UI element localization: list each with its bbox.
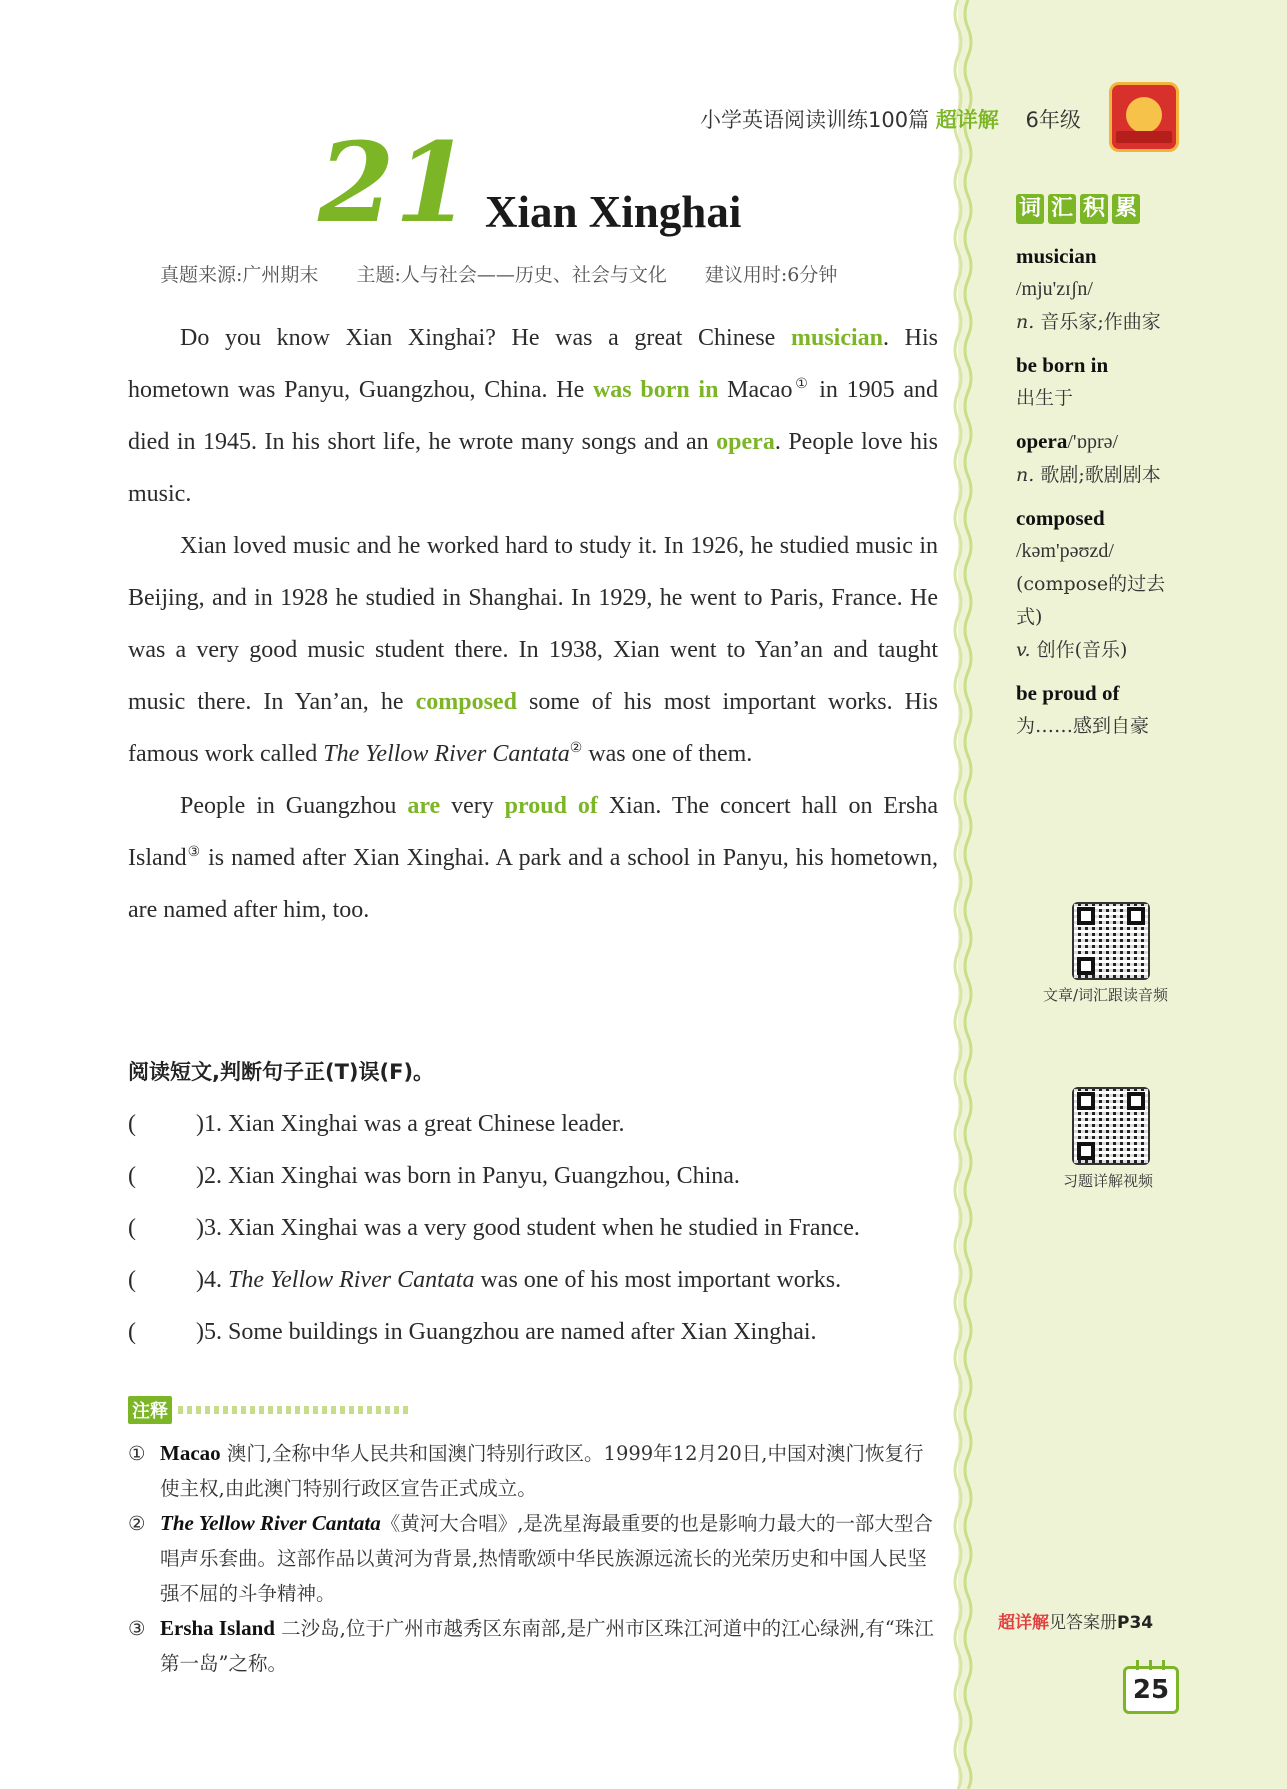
paragraph-1: Do you know Xian Xinghai? He was a great Chinese musician. His hometown was Panyu, Guangzhou, China. He was born in Macao① in 1905 and died in 1945. In his short life, he wrote many songs and an opera. People love his music. <box>128 325 938 507</box>
paragraph-3: People in Guangzhou are very proud of Xian. The concert hall on Ersha Island③ is named after Xian Xinghai. A park and a school in Panyu, his hometown, are named after him, too. <box>128 793 938 923</box>
decorative-dots <box>178 1406 408 1414</box>
answer-reference: 超详解见答案册P34 <box>998 1613 1154 1633</box>
vocab-entry: be proud of 为……感到自豪 <box>1016 681 1150 737</box>
note-ref: ② <box>569 740 583 756</box>
paragraph-2: Xian loved music and he worked hard to study it. In 1926, he studied music in Beijing, and in 1928 he studied in Shanghai. In 1929, he went to Paris, France. He was a very good music student there. In 1938, Xian went to Yan’an and taught music there. In Yan’an, he composed some of his most important works. His famous work called The Yellow River Cantata② was one of them. <box>128 533 938 767</box>
book-header <box>700 104 1081 134</box>
notes-tag: 注释 <box>128 1396 172 1424</box>
series-accent: 超详解 <box>935 108 999 132</box>
calendar-rings-icon <box>1136 1660 1166 1670</box>
question-item: ( )2. Xian Xinghai was born in Panyu, Guangzhou, China. <box>128 1152 948 1204</box>
notes-list <box>128 1436 938 1681</box>
qr-code-video[interactable] <box>1072 1087 1150 1165</box>
qr-code-audio[interactable] <box>1072 902 1150 980</box>
note-item: ① Macao 澳门,全称中华人民共和国澳门特别行政区。1999年12月20日,中国对澳门恢复行使主权,由此澳门特别行政区宣告正式成立。 <box>128 1441 924 1500</box>
reading-passage <box>128 312 938 936</box>
answer-blank[interactable]: ( <box>128 1319 136 1345</box>
answer-blank[interactable]: ( <box>128 1267 136 1293</box>
time-label: 建议用时:6分钟 <box>704 264 838 286</box>
answer-blank[interactable]: ( <box>128 1215 136 1241</box>
vocab-entry: opera/'ɒprə/ n. 歌剧;歌剧剧本 <box>1016 429 1161 486</box>
lesson-title: Xian Xinghai <box>485 187 742 237</box>
source-label: 真题来源:广州期末 <box>160 264 319 286</box>
note-ref: ③ <box>186 844 202 860</box>
vocab-highlight: are <box>407 793 441 819</box>
notes-header <box>128 1396 408 1424</box>
note-ref: ① <box>792 376 811 392</box>
note-item: ③ Ersha Island 二沙岛,位于广州市越秀区东南部,是广州市区珠江河道中的江心绿洲,有“珠江第一岛”之称。 <box>128 1616 934 1675</box>
vocab-highlight: musician <box>790 325 883 351</box>
page-number: 25 <box>1123 1666 1179 1714</box>
work-title: The Yellow River Cantata <box>323 741 570 767</box>
question-item: ( )3. Xian Xinghai was a very good student when he studied in France. <box>128 1204 948 1256</box>
publisher-logo <box>1109 82 1179 152</box>
question-item: ( )1. Xian Xinghai was a great Chinese leader. <box>128 1100 948 1152</box>
questions-title: 阅读短文,判断句子正(T)误(F)。 <box>128 1060 435 1084</box>
lesson-number: 21 <box>318 118 472 247</box>
vocab-header: 词 汇 积 累 <box>1016 194 1140 224</box>
vocab-list <box>1016 240 1186 753</box>
question-list <box>128 1100 948 1360</box>
question-item: ( )5. Some buildings in Guangzhou are named after Xian Xinghai. <box>128 1308 948 1360</box>
qr-caption-audio: 文章/词汇跟读音频 <box>1043 986 1169 1004</box>
vocab-highlight: proud of <box>504 793 598 819</box>
answer-blank[interactable]: ( <box>128 1111 136 1137</box>
note-item: ② The Yellow River Cantata《黄河大合唱》,是冼星海最重要的也是影响力最大的一部大型合唱声乐套曲。这部作品以黄河为背景,热情歌颂中华民族源远流长的光荣历史和中国人民坚强不屈的斗争精神。 <box>128 1511 933 1605</box>
vocab-entry: composed /kəm'pəʊzd/ (compose的过去式) v. 创作(音乐) <box>1016 506 1166 661</box>
series-title: 小学英语阅读训练100篇 <box>700 108 930 132</box>
answer-blank[interactable]: ( <box>128 1163 136 1189</box>
qr-caption-video: 习题详解视频 <box>1063 1172 1154 1190</box>
vocab-highlight: opera <box>716 429 775 455</box>
vocab-highlight: composed <box>415 689 517 715</box>
lesson-meta <box>160 260 869 287</box>
question-item: ( )4. The Yellow River Cantata was one of his most important works. <box>128 1256 948 1308</box>
vocab-highlight: was born in <box>592 377 719 403</box>
grade-label: 6年级 <box>1025 108 1081 132</box>
theme-label: 主题:人与社会——历史、社会与文化 <box>356 264 667 286</box>
vocab-entry: be born in 出生于 <box>1016 353 1109 409</box>
vocab-entry: musician /mju'zɪʃn/ n. 音乐家;作曲家 <box>1016 244 1161 333</box>
wavy-border <box>950 0 988 1789</box>
